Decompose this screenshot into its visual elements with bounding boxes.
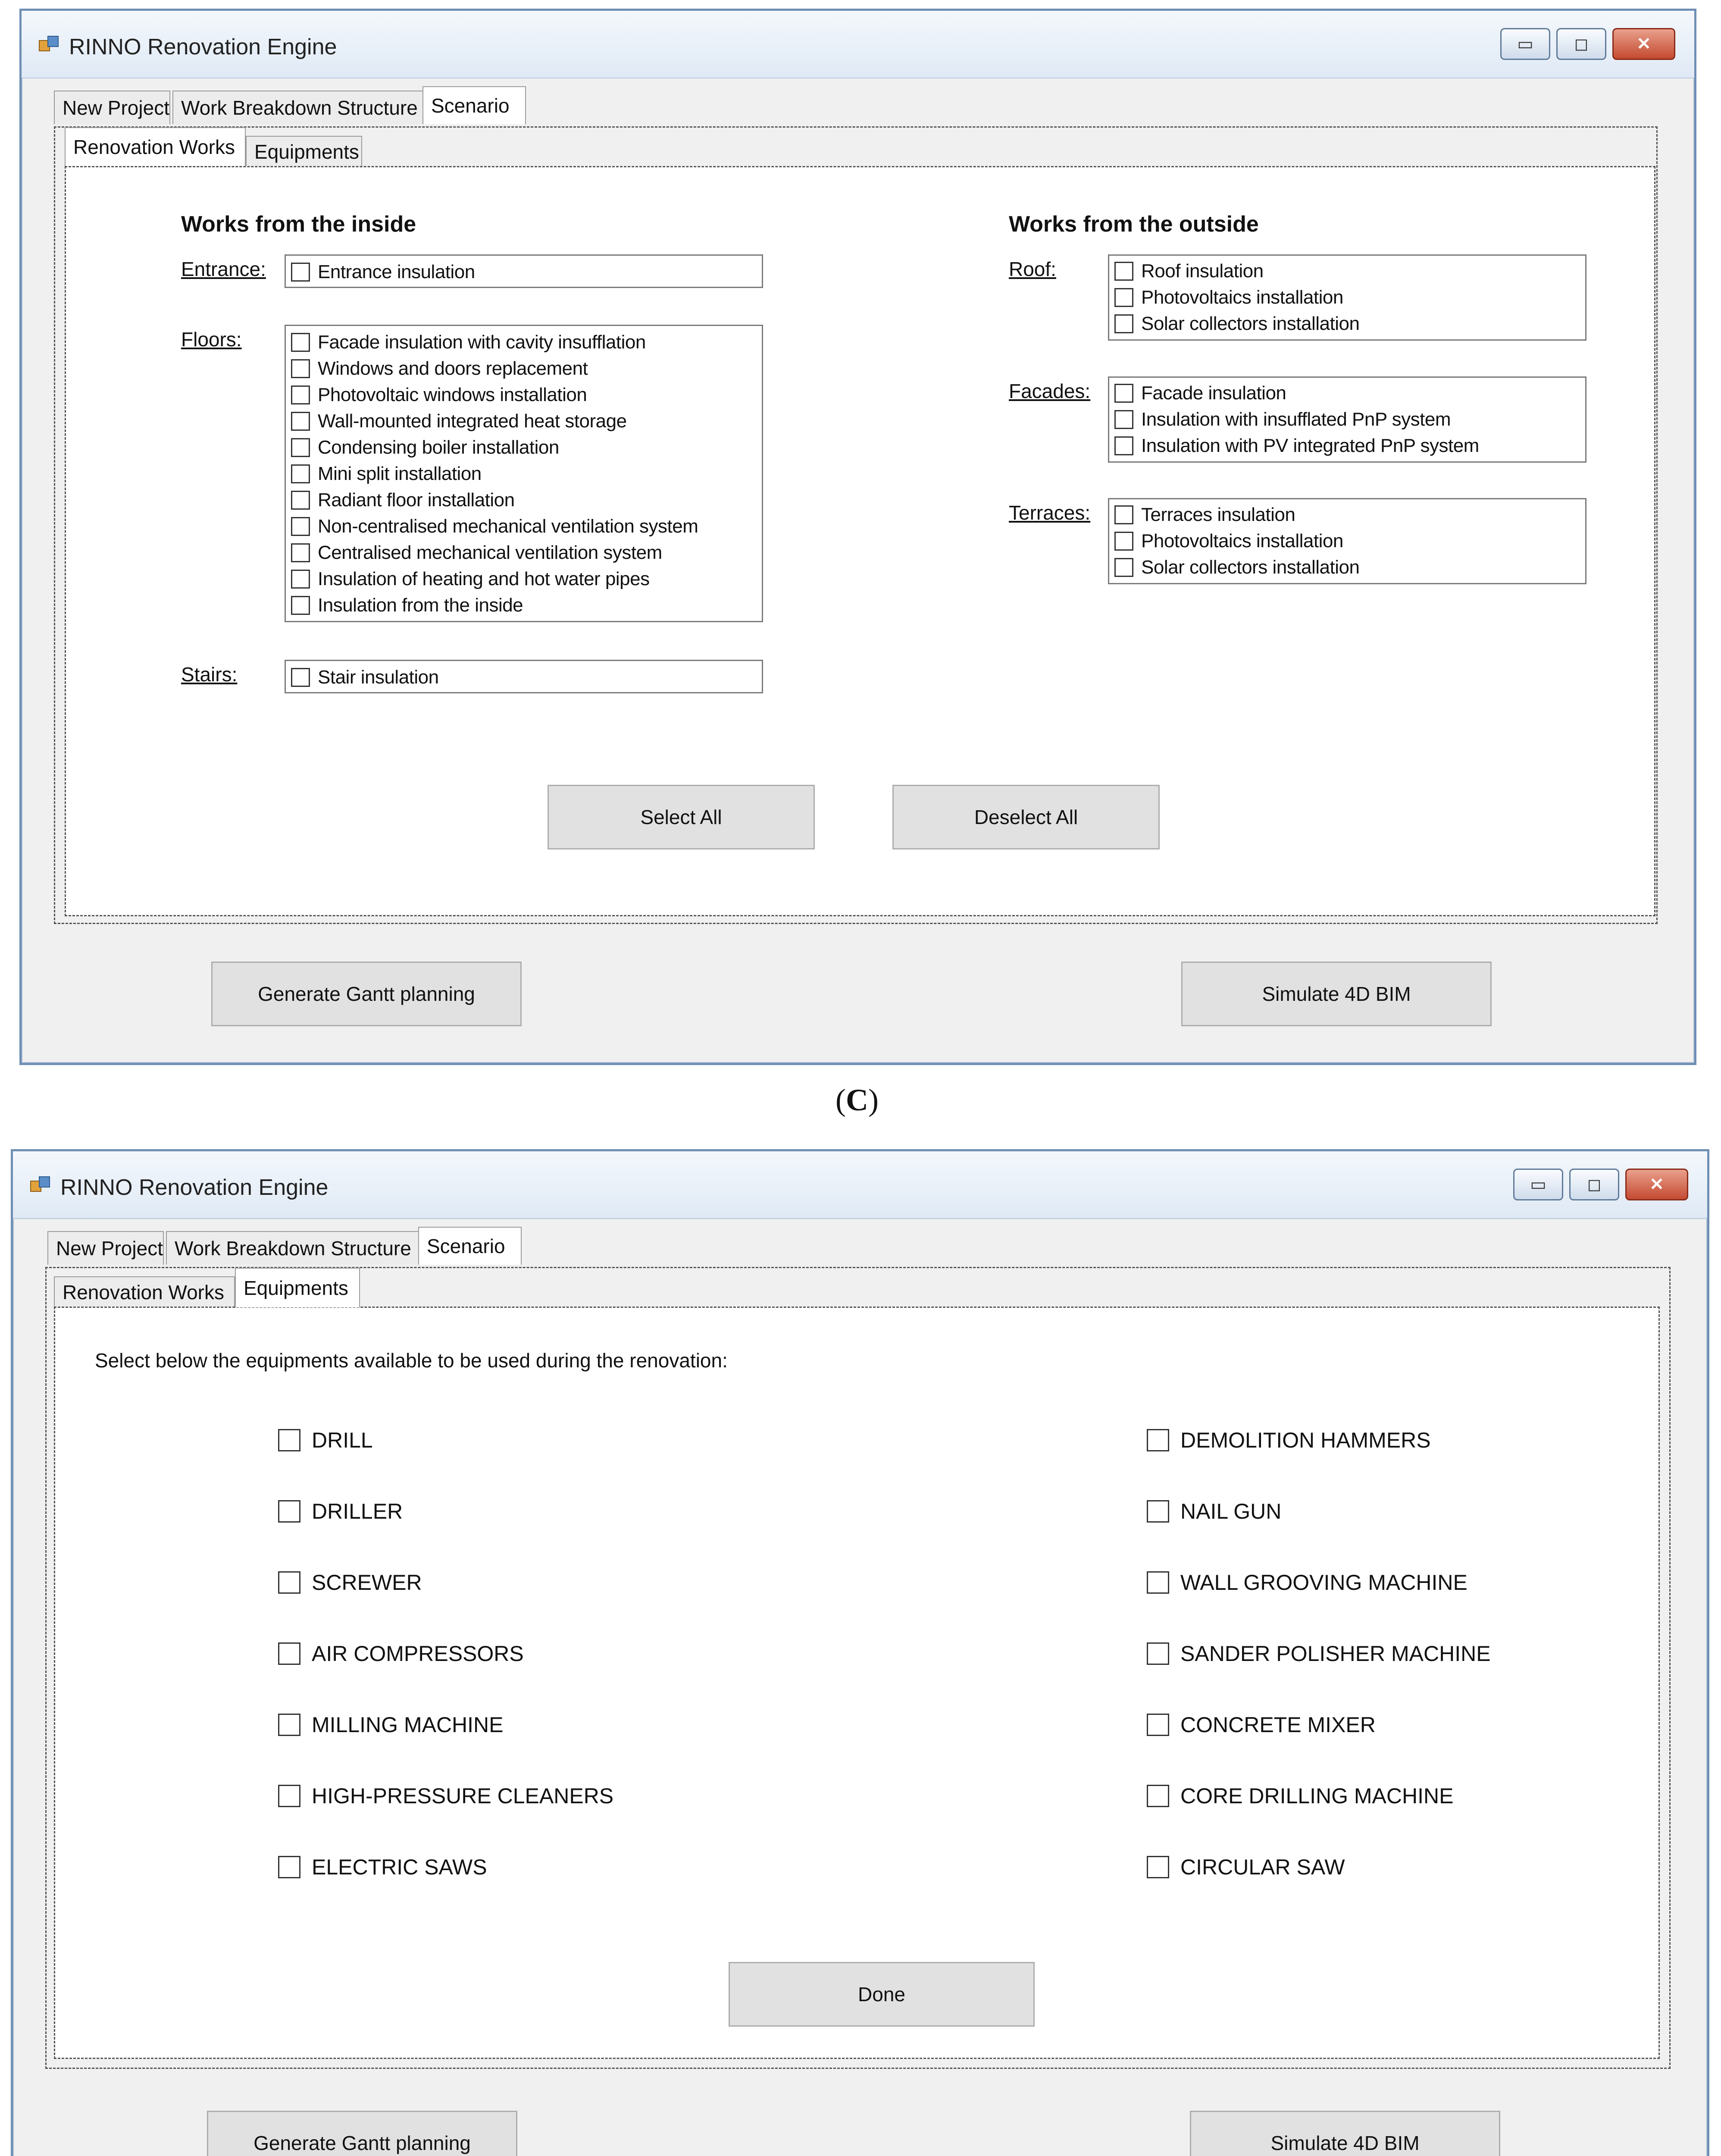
checkbox[interactable] <box>291 385 310 404</box>
checkbox[interactable] <box>291 543 310 562</box>
close-icon: ✕ <box>1649 1175 1664 1194</box>
select-all-button[interactable]: Select All <box>548 785 815 849</box>
equipment-item[interactable]: DEMOLITION HAMMERS <box>1147 1425 1431 1455</box>
checkbox[interactable] <box>1114 505 1133 524</box>
simulate-4d-bim-button[interactable]: Simulate 4D BIM <box>1190 2111 1500 2156</box>
tab-scenario[interactable]: Scenario <box>418 1227 522 1265</box>
list-item[interactable]: Solar collectors installation <box>1114 311 1359 337</box>
equipment-item[interactable]: SANDER POLISHER MACHINE <box>1147 1639 1491 1669</box>
facades-label: Facades: <box>1009 380 1091 402</box>
app-icon <box>39 36 58 55</box>
checkbox[interactable] <box>1147 1642 1169 1665</box>
maximize-button[interactable] <box>1556 28 1606 60</box>
generate-gantt-button[interactable]: Generate Gantt planning <box>207 2111 517 2156</box>
list-item[interactable]: Wall-mounted integrated heat storage <box>291 408 627 434</box>
checkbox[interactable] <box>278 1714 300 1736</box>
checkbox[interactable] <box>1147 1429 1169 1451</box>
list-item[interactable]: Terraces insulation <box>1114 502 1295 528</box>
checkbox[interactable] <box>278 1642 300 1665</box>
title-bar[interactable] <box>13 1151 1707 1219</box>
title-bar[interactable] <box>22 11 1694 78</box>
minimize-icon: ▭ <box>1517 34 1533 53</box>
roof-list[interactable] <box>1108 254 1586 341</box>
equipment-item[interactable]: AIR COMPRESSORS <box>278 1639 524 1669</box>
floors-list[interactable] <box>285 325 763 622</box>
checkbox[interactable] <box>291 412 310 431</box>
checkbox[interactable] <box>291 333 310 352</box>
checkbox[interactable] <box>1114 288 1133 307</box>
equipment-item[interactable]: SCREWER <box>278 1567 422 1598</box>
checkbox[interactable] <box>1147 1785 1169 1807</box>
tab-work-breakdown-structure[interactable]: Work Breakdown Structure <box>172 91 440 124</box>
checkbox[interactable] <box>291 464 310 483</box>
checkbox[interactable] <box>1114 314 1133 333</box>
list-item[interactable]: Solar collectors installation <box>1114 555 1359 580</box>
close-icon: ✕ <box>1637 34 1651 53</box>
window-c <box>19 9 1696 1065</box>
window-title: RINNO Renovation Engine <box>60 1175 329 1200</box>
list-item[interactable]: Non-centralised mechanical ventilation system <box>291 514 698 539</box>
tab-equipments[interactable]: Equipments <box>246 136 362 167</box>
checkbox[interactable] <box>291 596 310 615</box>
equipment-item[interactable]: CORE DRILLING MACHINE <box>1147 1781 1453 1811</box>
list-item[interactable]: Photovoltaics installation <box>1114 285 1343 310</box>
inside-heading: Works from the inside <box>181 212 416 237</box>
roof-label: Roof: <box>1009 258 1056 280</box>
checkbox[interactable] <box>291 263 310 282</box>
maximize-button[interactable] <box>1569 1169 1619 1200</box>
maximize-icon: ◻ <box>1587 1175 1602 1194</box>
equipment-item[interactable]: ELECTRIC SAWS <box>278 1852 487 1882</box>
window-d <box>11 1149 1709 2156</box>
checkbox[interactable] <box>1147 1571 1169 1594</box>
tab-new-project[interactable]: New Project <box>54 91 170 124</box>
checkbox[interactable] <box>278 1571 300 1594</box>
entrance-list[interactable] <box>285 254 763 288</box>
checkbox[interactable] <box>1114 410 1133 429</box>
outside-heading: Works from the outside <box>1009 212 1259 237</box>
list-item[interactable]: Facade insulation <box>1114 380 1286 406</box>
list-item[interactable]: Windows and doors replacement <box>291 356 588 382</box>
equipments-instruction: Select below the equipments available to be used during the renovation: <box>95 1349 728 1372</box>
list-item[interactable]: Insulation with insufflated PnP system <box>1114 407 1451 432</box>
checkbox[interactable] <box>278 1500 300 1523</box>
list-item[interactable]: Mini split installation <box>291 461 482 487</box>
facades-list[interactable] <box>1108 376 1586 463</box>
list-item[interactable]: Condensing boiler installation <box>291 435 559 461</box>
equipments-panel <box>54 1307 1660 2059</box>
checkbox[interactable] <box>278 1856 300 1878</box>
list-item[interactable]: Photovoltaics installation <box>1114 528 1343 554</box>
list-item[interactable]: Stair insulation <box>291 664 439 690</box>
checkbox[interactable] <box>1147 1500 1169 1523</box>
tab-equipments[interactable]: Equipments <box>235 1268 360 1307</box>
checkbox[interactable] <box>1147 1856 1169 1878</box>
caption-letter: C <box>846 1083 868 1117</box>
checkbox[interactable] <box>1114 532 1133 551</box>
checkbox[interactable] <box>1147 1714 1169 1736</box>
checkbox[interactable] <box>291 517 310 536</box>
list-item[interactable]: Facade insulation with cavity insufflation <box>291 329 646 355</box>
done-button[interactable]: Done <box>729 1962 1035 2027</box>
window-title: RINNO Renovation Engine <box>69 34 337 60</box>
tab-scenario[interactable]: Scenario <box>422 86 526 124</box>
tab-new-project[interactable]: New Project <box>47 1231 164 1265</box>
stairs-list[interactable] <box>285 660 763 693</box>
list-item[interactable]: Entrance insulation <box>291 259 475 285</box>
list-item[interactable]: Insulation from the inside <box>291 592 523 618</box>
simulate-4d-bim-button[interactable]: Simulate 4D BIM <box>1181 962 1492 1026</box>
equipment-item[interactable]: CIRCULAR SAW <box>1147 1852 1345 1882</box>
tab-renovation-works[interactable]: Renovation Works <box>65 127 246 166</box>
list-item[interactable]: Insulation with PV integrated PnP system <box>1114 433 1479 459</box>
equipment-item[interactable]: HIGH-PRESSURE CLEANERS <box>278 1781 613 1811</box>
checkbox[interactable] <box>1114 384 1133 403</box>
checkbox[interactable] <box>291 359 310 378</box>
minimize-button[interactable] <box>1500 28 1550 60</box>
minimize-icon: ▭ <box>1530 1175 1546 1194</box>
checkbox[interactable] <box>1114 558 1133 577</box>
equipment-item[interactable]: WALL GROOVING MACHINE <box>1147 1567 1468 1598</box>
equipment-item[interactable]: CONCRETE MIXER <box>1147 1710 1376 1740</box>
deselect-all-button[interactable]: Deselect All <box>892 785 1160 849</box>
terraces-label: Terraces: <box>1009 501 1091 524</box>
checkbox[interactable] <box>1114 262 1133 281</box>
equipment-item[interactable]: MILLING MACHINE <box>278 1710 504 1740</box>
equipment-item[interactable]: DRILLER <box>278 1496 403 1526</box>
checkbox[interactable] <box>291 438 310 457</box>
generate-gantt-button[interactable]: Generate Gantt planning <box>211 962 522 1026</box>
figure-caption-c: (C) <box>835 1083 879 1117</box>
checkbox[interactable] <box>278 1429 300 1451</box>
terraces-list[interactable] <box>1108 498 1586 584</box>
close-button[interactable] <box>1625 1169 1688 1200</box>
checkbox[interactable] <box>291 570 310 589</box>
tab-renovation-works[interactable]: Renovation Works <box>54 1276 235 1307</box>
list-item[interactable]: Roof insulation <box>1114 258 1264 284</box>
stairs-label: Stairs: <box>181 663 238 686</box>
checkbox[interactable] <box>278 1785 300 1807</box>
maximize-icon: ◻ <box>1574 34 1589 53</box>
minimize-button[interactable] <box>1513 1169 1563 1200</box>
entrance-label: Entrance: <box>181 258 266 280</box>
list-item[interactable]: Radiant floor installation <box>291 487 515 513</box>
equipment-item[interactable]: DRILL <box>278 1425 373 1455</box>
tab-work-breakdown-structure[interactable]: Work Breakdown Structure <box>166 1231 433 1265</box>
checkbox[interactable] <box>291 491 310 510</box>
list-item[interactable]: Centralised mechanical ventilation system <box>291 540 662 566</box>
app-icon <box>30 1176 49 1195</box>
equipment-item[interactable]: NAIL GUN <box>1147 1496 1281 1526</box>
close-button[interactable] <box>1612 28 1675 60</box>
floors-label: Floors: <box>181 328 242 351</box>
checkbox[interactable] <box>291 668 310 687</box>
checkbox[interactable] <box>1114 436 1133 455</box>
list-item[interactable]: Insulation of heating and hot water pipes <box>291 566 650 592</box>
list-item[interactable]: Photovoltaic windows installation <box>291 382 587 408</box>
